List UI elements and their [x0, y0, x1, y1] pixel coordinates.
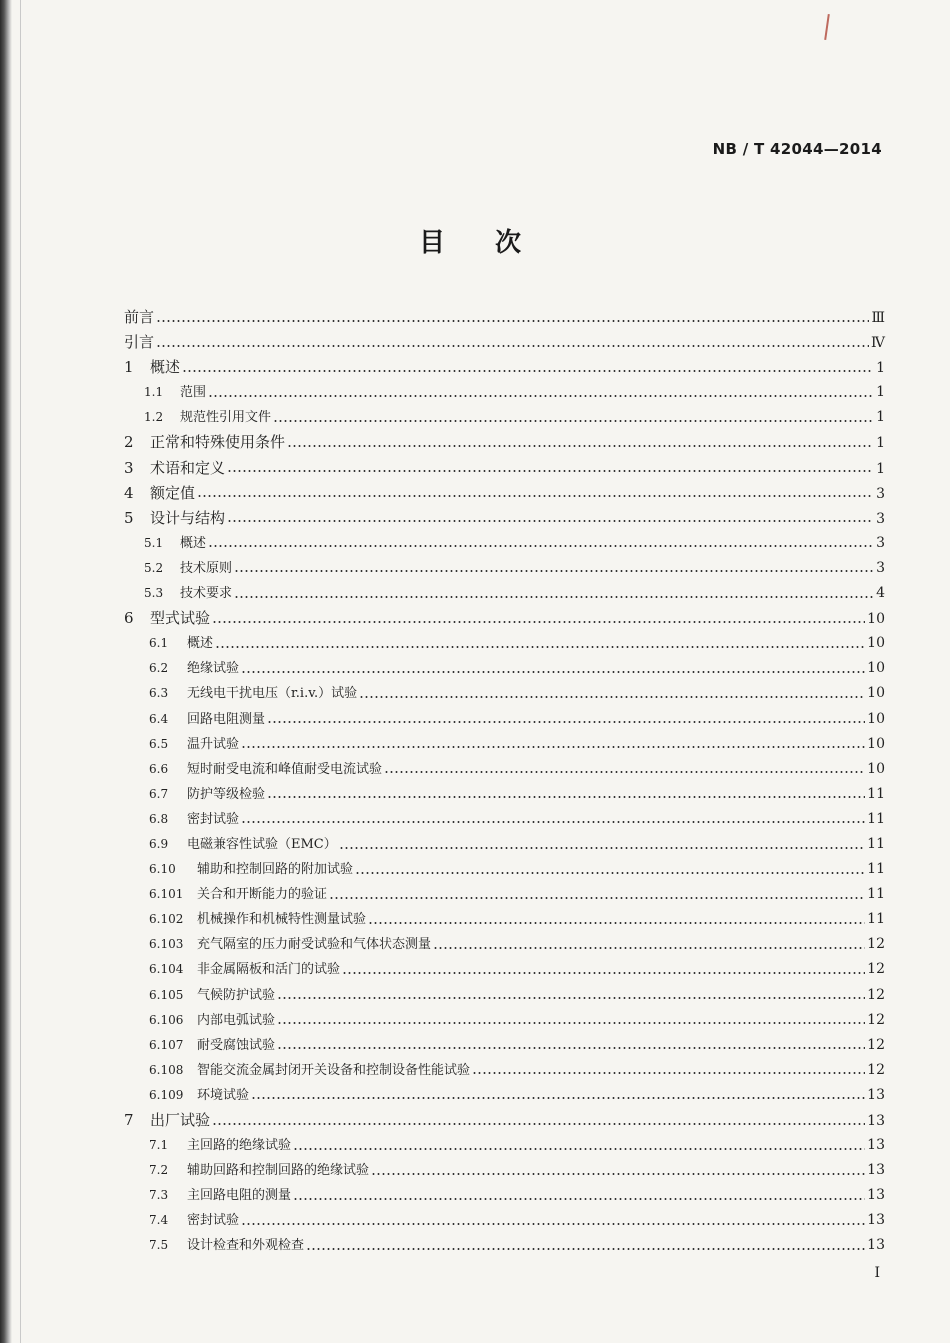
toc-entry[interactable] [124, 506, 885, 531]
toc-entry[interactable] [124, 531, 885, 556]
toc-entry-page: 11 [867, 835, 885, 852]
toc-entry-number: 6.2 [149, 661, 169, 676]
toc-entry-page: 3 [876, 534, 885, 551]
toc-entry-number: 6.10 [149, 862, 176, 877]
toc-entry-number: 6.6 [149, 761, 169, 776]
toc-entry[interactable] [124, 882, 885, 907]
toc-entry-label: 概述 [150, 358, 181, 377]
toc-leader-dots [241, 817, 865, 827]
toc-entry-page: 1 [876, 409, 885, 426]
toc-entry[interactable] [124, 581, 885, 606]
toc-leader-dots [342, 968, 865, 978]
toc-entry[interactable] [124, 857, 885, 882]
toc-leader-dots [227, 466, 873, 476]
toc-entry-label: 技术原则 [180, 560, 233, 576]
toc-entry-label: 额定值 [150, 483, 196, 502]
scan-edge-shadow [0, 0, 12, 1343]
toc-leader-dots [251, 1093, 865, 1103]
toc-leader-dots [267, 792, 865, 802]
toc-entry-page: 10 [867, 611, 885, 628]
toc-entry-label: 辅助和控制回路的附加试验 [197, 862, 354, 878]
toc-entry-label: 概述 [187, 636, 214, 652]
toc-entry-label: 型式试验 [150, 609, 211, 628]
toc-entry-label: 主回路电阻的测量 [187, 1188, 292, 1204]
toc-entry[interactable] [124, 1233, 885, 1258]
toc-entry[interactable] [124, 631, 885, 656]
toc-leader-dots [241, 742, 865, 752]
toc-entry-number: 7.5 [149, 1238, 169, 1253]
toc-entry-page: 11 [867, 911, 885, 928]
toc-leader-dots [339, 843, 865, 853]
toc-entry-label: 辅助回路和控制回路的绝缘试验 [187, 1163, 370, 1179]
toc-entry-page: 4 [876, 585, 885, 602]
toc-entry-label: 规范性引用文件 [180, 410, 272, 426]
toc-entry-label: 密封试验 [187, 811, 240, 827]
toc-entry-number: 6.3 [149, 686, 169, 701]
toc-entry-label: 关合和开断能力的验证 [197, 887, 328, 903]
toc-entry-page: 10 [867, 685, 885, 702]
toc-entry-number: 3 [124, 458, 134, 477]
toc-leader-dots [293, 1144, 865, 1154]
toc-entry-page: 11 [867, 886, 885, 903]
toc-entry-label: 机械操作和机械特性测量试验 [197, 912, 367, 928]
toc-entry-number: 6.7 [149, 786, 169, 801]
toc-entry-label: 设计与结构 [150, 508, 226, 527]
toc-leader-dots [156, 341, 869, 351]
toc-entry[interactable] [124, 1108, 885, 1133]
toc-entry-number: 6.8 [149, 811, 169, 826]
toc-entry[interactable] [124, 430, 885, 455]
toc-entry[interactable] [124, 983, 885, 1008]
toc-entry[interactable] [124, 355, 885, 380]
toc-entry-label: 范围 [180, 385, 207, 401]
toc-entry-page: 13 [867, 1212, 885, 1229]
toc-leader-dots [234, 566, 873, 576]
toc-entry-number: 6.102 [149, 912, 184, 927]
toc-leader-dots [182, 366, 873, 376]
toc-entry-number: 6.1 [149, 636, 169, 651]
toc-leader-dots [329, 893, 865, 903]
toc-entry-page: 1 [876, 384, 885, 401]
toc-entry[interactable] [124, 932, 885, 957]
toc-entry-page: Ⅲ [871, 310, 885, 326]
toc-entry-page: 12 [867, 1011, 885, 1028]
toc-entry-page: 10 [867, 760, 885, 777]
toc-entry-label: 技术要求 [180, 586, 233, 602]
toc-entry-page: 13 [867, 1113, 885, 1129]
toc-entry-number: 2 [124, 433, 134, 452]
toc-entry-number: 6.103 [149, 937, 184, 952]
toc-leader-dots [234, 592, 873, 602]
toc-entry-label: 环境试验 [197, 1087, 250, 1103]
toc-leader-dots [241, 1219, 865, 1229]
toc-entry-label: 设计检查和外观检查 [187, 1238, 305, 1254]
toc-leader-dots [241, 667, 865, 677]
toc-leader-dots [215, 642, 865, 652]
toc-entry-page: 10 [867, 635, 885, 652]
toc-entry-page: 12 [867, 986, 885, 1003]
toc-entry[interactable] [124, 1183, 885, 1208]
toc-entry-page: 13 [867, 1237, 885, 1254]
toc-entry-page: 13 [867, 1187, 885, 1204]
toc-entry-number: 5.3 [144, 586, 164, 601]
toc-entry[interactable] [124, 957, 885, 982]
toc-entry-label: 智能交流金属封闭开关设备和控制设备性能试验 [197, 1062, 471, 1078]
toc-leader-dots [287, 441, 873, 451]
toc-entry[interactable] [124, 556, 885, 581]
toc-leader-dots [208, 541, 873, 551]
toc-entry-label: 出厂试验 [150, 1111, 211, 1129]
scan-margin-line [20, 0, 21, 1343]
toc-entry-page: 10 [867, 710, 885, 727]
toc-entry[interactable] [124, 656, 885, 681]
toc-entry-number: 6.108 [149, 1062, 184, 1077]
toc-entry-number: 1.2 [144, 410, 164, 425]
toc-entry-number: 1.1 [144, 385, 164, 400]
toc-entry[interactable] [124, 1133, 885, 1158]
toc-leader-dots [227, 516, 873, 526]
toc-entry-number: 6.4 [149, 711, 169, 726]
toc-entry-page: 12 [867, 936, 885, 953]
toc-entry-page: 10 [867, 735, 885, 752]
toc-entry-label: 术语和定义 [150, 458, 226, 477]
toc-entry-label: 概述 [180, 535, 207, 551]
toc-entry-label: 内部电弧试验 [197, 1012, 276, 1028]
toc-leader-dots [368, 918, 865, 928]
toc-entry[interactable] [124, 305, 885, 330]
toc-entry-page: 13 [867, 1086, 885, 1103]
toc-entry[interactable] [124, 681, 885, 706]
toc-entry-page: 12 [867, 961, 885, 978]
toc-leader-dots [306, 1244, 865, 1254]
toc-entry-number: 6.109 [149, 1087, 184, 1102]
toc-entry[interactable] [124, 1208, 885, 1233]
toc-entry[interactable] [124, 380, 885, 405]
toc-leader-dots [273, 416, 873, 426]
toc-leader-dots [277, 1018, 865, 1028]
toc-entry[interactable] [124, 1083, 885, 1108]
toc-entry-page: 1 [876, 460, 885, 477]
toc-leader-dots [433, 943, 865, 953]
toc-entry-label: 绝缘试验 [187, 661, 240, 677]
standard-number: NB / T 42044—2014 [712, 140, 882, 158]
toc-entry-number: 7.4 [149, 1213, 169, 1228]
toc-entry-label: 引言 [124, 333, 155, 352]
toc-entry[interactable] [124, 330, 885, 355]
toc-leader-dots [472, 1068, 865, 1078]
toc-entry[interactable] [124, 405, 885, 430]
toc-entry-label: 气候防护试验 [197, 987, 276, 1003]
toc-leader-dots [212, 617, 865, 627]
pen-mark [824, 14, 830, 40]
toc-entry-label: 无线电干扰电压（r.i.v.）试验 [187, 686, 358, 702]
toc-entry-page: 1 [876, 360, 885, 377]
toc-entry-number: 6.105 [149, 987, 184, 1002]
toc-leader-dots [208, 391, 873, 401]
page-title: 目次 [418, 228, 571, 258]
toc-entry-page: Ⅳ [871, 335, 885, 352]
toc-leader-dots [359, 692, 865, 702]
toc-entry[interactable] [124, 456, 885, 481]
toc-entry[interactable] [124, 707, 885, 732]
toc-entry-number: 6.107 [149, 1037, 184, 1052]
toc-entry[interactable] [124, 907, 885, 932]
page-number: I [874, 1265, 880, 1281]
toc-entry[interactable] [124, 832, 885, 857]
toc-entry[interactable] [124, 732, 885, 757]
toc-entry-number: 6.106 [149, 1012, 184, 1027]
toc-leader-dots [156, 316, 869, 326]
toc-leader-dots [384, 767, 865, 777]
toc-leader-dots [277, 993, 865, 1003]
toc-entry[interactable] [124, 606, 885, 631]
toc-entry[interactable] [124, 1008, 885, 1033]
toc-entry-label: 前言 [124, 308, 155, 326]
toc-entry-page: 13 [867, 1162, 885, 1179]
toc-entry[interactable] [124, 1033, 885, 1058]
table-of-contents [124, 305, 885, 1259]
toc-entry-label: 短时耐受电流和峰值耐受电流试验 [187, 761, 383, 777]
toc-entry-label: 防护等级检验 [187, 786, 266, 802]
toc-entry-page: 3 [876, 559, 885, 576]
toc-entry-number: 7.1 [149, 1138, 169, 1153]
toc-entry-label: 充气隔室的压力耐受试验和气体状态测量 [197, 937, 432, 953]
toc-entry-page: 12 [867, 1061, 885, 1078]
toc-leader-dots [197, 491, 873, 501]
toc-entry-label: 温升试验 [187, 736, 240, 752]
toc-leader-dots [371, 1169, 865, 1179]
toc-entry-page: 11 [867, 810, 885, 827]
toc-entry[interactable] [124, 782, 885, 807]
toc-entry-page: 11 [867, 861, 885, 878]
toc-entry-number: 6.5 [149, 736, 169, 751]
toc-entry[interactable] [124, 757, 885, 782]
toc-entry[interactable] [124, 1058, 885, 1083]
toc-entry-page: 11 [867, 785, 885, 802]
toc-entry-number: 5.1 [144, 535, 164, 550]
toc-entry-page: 10 [867, 660, 885, 677]
toc-entry[interactable] [124, 807, 885, 832]
toc-entry-label: 密封试验 [187, 1213, 240, 1229]
toc-entry-label: 非金属隔板和活门的试验 [197, 962, 341, 978]
toc-entry-number: 1 [124, 358, 134, 377]
toc-leader-dots [277, 1043, 865, 1053]
toc-entry-number: 4 [124, 483, 134, 502]
toc-entry-number: 7.3 [149, 1188, 169, 1203]
toc-entry-number: 5.2 [144, 560, 164, 575]
toc-entry-number: 7 [124, 1111, 134, 1129]
toc-entry-page: 1 [876, 435, 885, 452]
toc-entry-label: 回路电阻测量 [187, 711, 266, 727]
toc-leader-dots [212, 1119, 865, 1129]
toc-entry-label: 耐受腐蚀试验 [197, 1037, 276, 1053]
toc-entry-page: 13 [867, 1137, 885, 1154]
toc-entry[interactable] [124, 1158, 885, 1183]
toc-entry-label: 电磁兼容性试验（EMC） [187, 836, 337, 852]
toc-entry-page: 3 [876, 485, 885, 502]
toc-entry-number: 6.104 [149, 962, 184, 977]
toc-entry-number: 7.2 [149, 1163, 169, 1178]
toc-leader-dots [355, 868, 865, 878]
toc-entry[interactable] [124, 481, 885, 506]
toc-leader-dots [267, 717, 865, 727]
toc-entry-page: 3 [876, 510, 885, 527]
toc-entry-page: 12 [867, 1036, 885, 1053]
toc-leader-dots [293, 1194, 865, 1204]
toc-entry-number: 6.9 [149, 836, 169, 851]
toc-entry-number: 5 [124, 508, 134, 527]
toc-entry-number: 6 [124, 609, 134, 628]
toc-entry-label: 正常和特殊使用条件 [150, 433, 286, 452]
toc-entry-label: 主回路的绝缘试验 [187, 1138, 292, 1154]
toc-entry-number: 6.101 [149, 887, 184, 902]
